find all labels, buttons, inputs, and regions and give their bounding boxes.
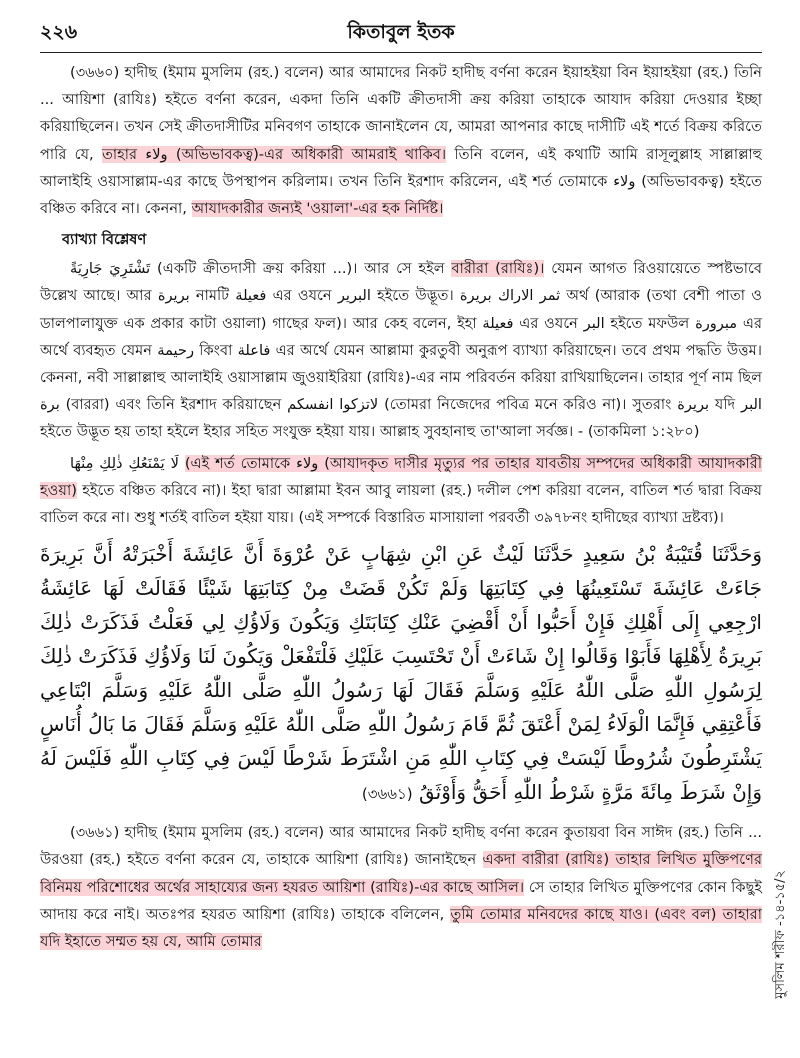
hadith-3660-part-a: (৩৬৬০) হাদীছ (ইমাম মুসলিম (রহ.) বলেন) আর আমাদের নিকট হাদীছ বর্ণনা করেন ইয়াহইয়া বিন ইয়াহইয়া (রহ.) তিনি ... আয়িশা (রাযিঃ) হইতে বর্ণনা করেন, একদা তিনি একটি ক্রীতদাসী ক্রয় করিয়া তাহাকে আযাদ করিয়া দেওয়ার ইচ্ছা করিয়াছিলেন। তখন সেই ক্রীতদাসীটির মনিবগণ তাহাকে জানাইলেন যে, আমরা আপনার কাছে দাসীটি এই শর্তে বিক্রয় করিতে পারি যে,: [40, 64, 762, 163]
hadith-3661-part-b: সে তাহার লিখিত মুক্তিপণের কোন কিছুই আদায় করে নাই। অতঃপর হযরত আয়িশা (রাযিঃ) তাহাকে বলিলেন,: [40, 878, 763, 923]
highlight-wala-claim: তাহার ولاء (অভিভাবকত্ব)-এর অধিকারী আমরাই থাকিব।: [101, 145, 447, 163]
highlight-wala-right: আযাদকারীর জন্যই 'ওয়ালা'-এর হক নির্দিষ্ট।: [191, 200, 444, 218]
chapter-title: কিতাবুল ইতক: [347, 21, 455, 43]
page-header: [40, 16, 762, 53]
hadith-3660-part-b: তিনি বলেন, এই কথাটি আমি রাসূলুল্লাহ সাল্লাল্লাহু আলাইহি ওয়াসাল্লাম-এর কাছে উপস্থাপন করিলাম। তখন তিনি ইরশাদ করিলেন, এই শর্ত তোমাকে ولاء (অভিভাবকত্ব) হইতে বঞ্চিত করিবে না। কেননা,: [40, 145, 762, 218]
page-number: ২২৬: [40, 21, 78, 43]
explanation-heading: ব্যাখ্যা বিশ্লেষণ: [62, 231, 147, 249]
explanation-1-part-a: (একটি ক্রীতদাসী ক্রয় করিয়া ...)। আর সে হইল: [150, 260, 452, 278]
highlight-barira-request: একদা বারীরা (রাযিঃ) তাহার লিখিত মুক্তিপণের বিনিময় পরিশোধের অর্থের সাহায্যের জন্য হযরত আয়িশা (রাযিঃ)-এর কাছে আসিল।: [40, 851, 762, 896]
hadith-3661-arabic: [40, 537, 762, 811]
hadith-3661-arabic-text: وَحَدَّثَنَا قُتَيْبَةُ بْنُ سَعِيدٍ حَدَّثَنَا لَيْثٌ عَنِ ابْنِ شِهَابٍ عَنْ عُرْوَةَ أَنَّ عَائِشَةَ أَخْبَرَتْهُ أَنَّ بَرِيرَةَ جَاءَتْ عَائِشَةَ تَسْتَعِينُهَا فِي كِتَابَتِهَا وَلَمْ تَكُنْ قَضَتْ مِنْ كِتَابَتِهَا شَيْئًا فَقَالَتْ لَهَا عَائِشَةُ ارْجِعِي إِلَى أَهْلِكِ فَإِنْ أَحَبُّوا أَنْ أَقْضِيَ عَنْكِ كِتَابَتَكِ وَيَكُونَ وَلَاؤُكِ لِي فَعَلْتُ فَذَكَرَتْ ذٰلِكَ بَرِيرَةُ لِأَهْلِهَا فَأَبَوْا وَقَالُوا إِنْ شَاءَتْ أَنْ تَحْتَسِبَ عَلَيْكِ فَلْتَفْعَلْ وَيَكُونَ لَنَا وَلَاؤُكِ فَذَكَرَتْ ذٰلِكَ لِرَسُولِ اللّٰهِ صَلَّى اللّٰهُ عَلَيْهِ وَسَلَّمَ فَقَالَ لَهَا رَسُولُ اللّٰهِ صَلَّى اللّٰهُ عَلَيْهِ وَسَلَّمَ ابْتَاعِي فَأَعْتِقِي فَإِنَّمَا الْوَلَاءُ لِمَنْ أَعْتَقَ ثُمَّ قَامَ رَسُولُ اللّٰهِ صَلَّى اللّٰهُ عَلَيْهِ وَسَلَّمَ فَقَالَ مَا بَالُ أُنَاسٍ يَشْتَرِطُونَ شُرُوطًا لَيْسَتْ فِي كِتَابِ اللّٰهِ مَنِ اشْتَرَطَ شَرْطًا لَيْسَ فِي كِتَابِ اللّٰهِ فَلَيْسَ لَهُ وَإِنْ شَرَطَ مِائَةَ مَرَّةٍ شَرْطُ اللّٰهِ أَحَقُّ وَأَوْثَقُ: [40, 542, 762, 805]
explanation-1-part-b: যেমন আগত রিওয়ায়েতে স্পষ্টভাবে উল্লেখ আছে। আর بريرة নামটি فعيلة এর ওযনে البرير হইতে উদ্ভূত। ثمر الاراك بريرة অর্থ (আরাক (তথা বেশী পাতা ও ডালপালাযুক্ত এক প্রকার কাটা ওয়ালা) গাছের ফল)। আর কেহ বলেন, ইহা فعيلة এর ওযনে البر হইতে মফউল مبرورة এর অর্থে ব্যবহৃত যেমন رحيمة কিংবা فاعلة এর অর্থে যেমন আল্লামা কুরতুবী অনুরূপ ব্যাখ্যা করিয়াছেন। তবে প্রথম পদ্ধতি উত্তম। কেননা, নবী সাল্লাল্লাহু আলাইহি ওয়াসাল্লাম জুওয়াইরিয়া (রাযিঃ)-এর নাম পরিবর্তন করিয়া রাখিয়াছিলেন। তাহার পূর্ণ নাম ছিল برة (বাররা) এবং তিনি ইরশাদ করিয়াছেন لاتزكوا انفسكم (তোমরা নিজেদের পবিত্র মনে করিও না)। সুতরাং بريرة যদি البر হইতে উদ্ভূত হয় তাহা হইলে ইহার সহিত সংযুক্ত হইয়া যায়। আল্লাহ সুবহানাহু তা'আলা সর্বজ্ঞ। - (তাকমিলা ১:২৮০): [40, 260, 763, 441]
hadith-3661-part-a: (৩৬৬১) হাদীছ (ইমাম মুসলিম (রহ.) বলেন) আর আমাদের নিকট হাদীছ বর্ণনা করেন কুতায়বা বিন সাঈদ (রহ.) তিনি ... উরওয়া (রহ.) হইতে বর্ণনা করেন যে, তাহাকে আয়িশা (রাযিঃ) জানাইছেন: [40, 824, 762, 869]
document-page: [40, 16, 762, 959]
side-footer-note: মুসলিম শরীফ -১৪-১৫/২: [773, 870, 788, 999]
highlight-go-to-masters: তুমি তোমার মনিবদের কাছে যাও। (এবং বল) তাহারা যদি ইহাতে সম্মত হয় যে, আমি তোমার: [40, 905, 762, 951]
explanation-paragraph-1: [40, 255, 762, 445]
hadith-3660-text: [40, 59, 762, 222]
explanation-paragraph-2: [40, 450, 762, 532]
hadith-3661-text: [40, 819, 762, 955]
highlight-barira: বারীরা (রাযিঃ)।: [451, 260, 545, 278]
arabic-phrase-la-yamnauki: لَا يَمْنَعُكِ ذٰلِكِ مِنْهَا: [70, 454, 179, 472]
explanation-2-part-b: হইতে বঞ্চিত করিবে না)। ইহা দ্বারা আল্লামা ইবন আবু লায়লা (রহ.) দলীল পেশ করিয়া বলেন, বাতিল শর্ত দ্বারা বিক্রয় বাতিল করে না। শুধু শর্তই বাতিল হইয়া যায়। (এই সম্পর্কে বিস্তারিত মাসায়ালা পরবর্তী ৩৯৭৮নং হাদীছের ব্যাখ্যা দ্রষ্টব্য)।: [40, 481, 762, 527]
arabic-phrase-tashtari: تَشْتَرِيَ جَارِيَةً: [70, 260, 151, 278]
hadith-3661-number: (৩৬৬১): [361, 785, 413, 804]
page-content: [40, 53, 762, 955]
highlight-wala-definition: (এই শর্ত তোমাকে ولاء (আযাদকৃত দাসীর মৃত্যুর পর তাহার যাবতীয় সম্পদের অধিকারী আযাদকারী হওয়া): [40, 454, 762, 499]
